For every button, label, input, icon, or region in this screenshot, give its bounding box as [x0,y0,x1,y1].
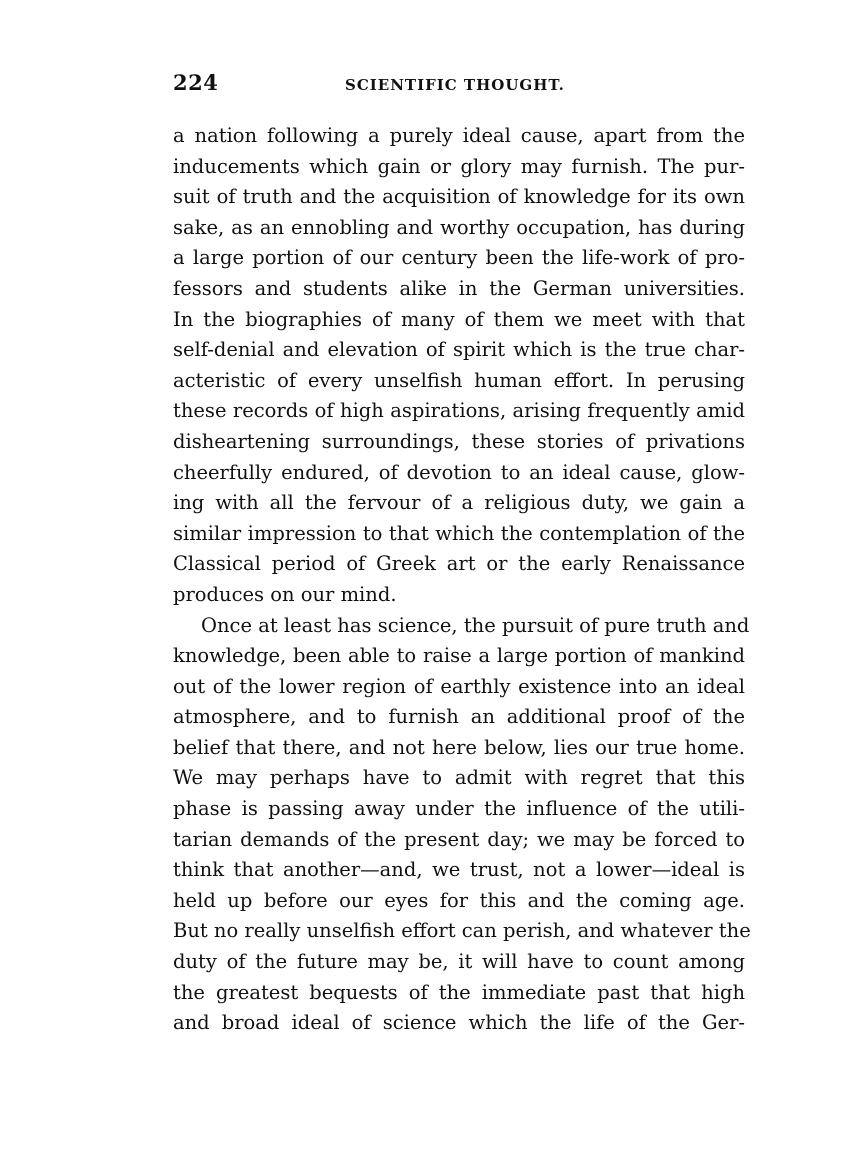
text-line: think that another—and, we trust, not a lower—ideal is [173,858,745,882]
text-line: held up before our eyes for this and the coming age. [173,888,745,912]
text-line: fessors and students alike in the German universities. [173,276,745,300]
text-line: self-denial and elevation of spirit which is the true char- [173,338,745,362]
text-line: phase is passing away under the influence of the utili- [173,797,745,821]
running-title: SCIENTIFIC THOUGHT. [345,76,565,94]
text-line: acteristic of every unselfish human effort. In perusing [173,368,745,392]
text-line: disheartening surroundings, these stories of privations [173,429,745,453]
text-line: tarian demands of the present day; we may be forced to [173,827,745,851]
text-line: inducements which gain or glory may furnish. The pur- [173,154,745,178]
text-line: duty of the future may be, it will have to count among [173,950,745,974]
text-line: In the biographies of many of them we meet with that [173,307,745,331]
page-number: 224 [173,70,219,95]
text-line: produces on our mind. [173,582,397,606]
text-line: atmosphere, and to furnish an additional proof of the [173,705,745,729]
paragraph-2 [173,611,751,1039]
text-line: sake, as an ennobling and worthy occupation, has during [173,215,745,239]
running-head [173,70,745,100]
text-line: the greatest bequests of the immediate past that high [173,980,745,1004]
text-line: ing with all the fervour of a religious duty, we gain a [173,491,745,515]
text-line: similar impression to that which the contemplation of the [173,521,745,545]
text-line: knowledge, been able to raise a large portion of mankind [173,644,745,668]
text-line: and broad ideal of science which the life of the Ger- [173,1011,745,1035]
body-text [173,121,751,1039]
text-line: a large portion of our century been the life-work of pro- [173,246,745,270]
text-line: Once at least has science, the pursuit of pure truth and [201,613,750,637]
text-line: a nation following a purely ideal cause, apart from the [173,124,745,147]
paragraph-1 [173,121,745,611]
text-line: suit of truth and the acquisition of knowledge for its own [173,185,745,209]
text-line: belief that there, and not here below, lies our true home. [173,735,745,759]
text-line: But no really unselfish effort can perish, and whatever the [173,919,751,943]
text-line: these records of high aspirations, arising frequently amid [173,399,745,423]
text-line: out of the lower region of earthly existence into an ideal [173,674,745,698]
text-line: We may perhaps have to admit with regret that this [173,766,745,790]
text-line: Classical period of Greek art or the early Renaissance [173,552,745,576]
text-line: cheerfully endured, of devotion to an ideal cause, glow- [173,460,745,484]
